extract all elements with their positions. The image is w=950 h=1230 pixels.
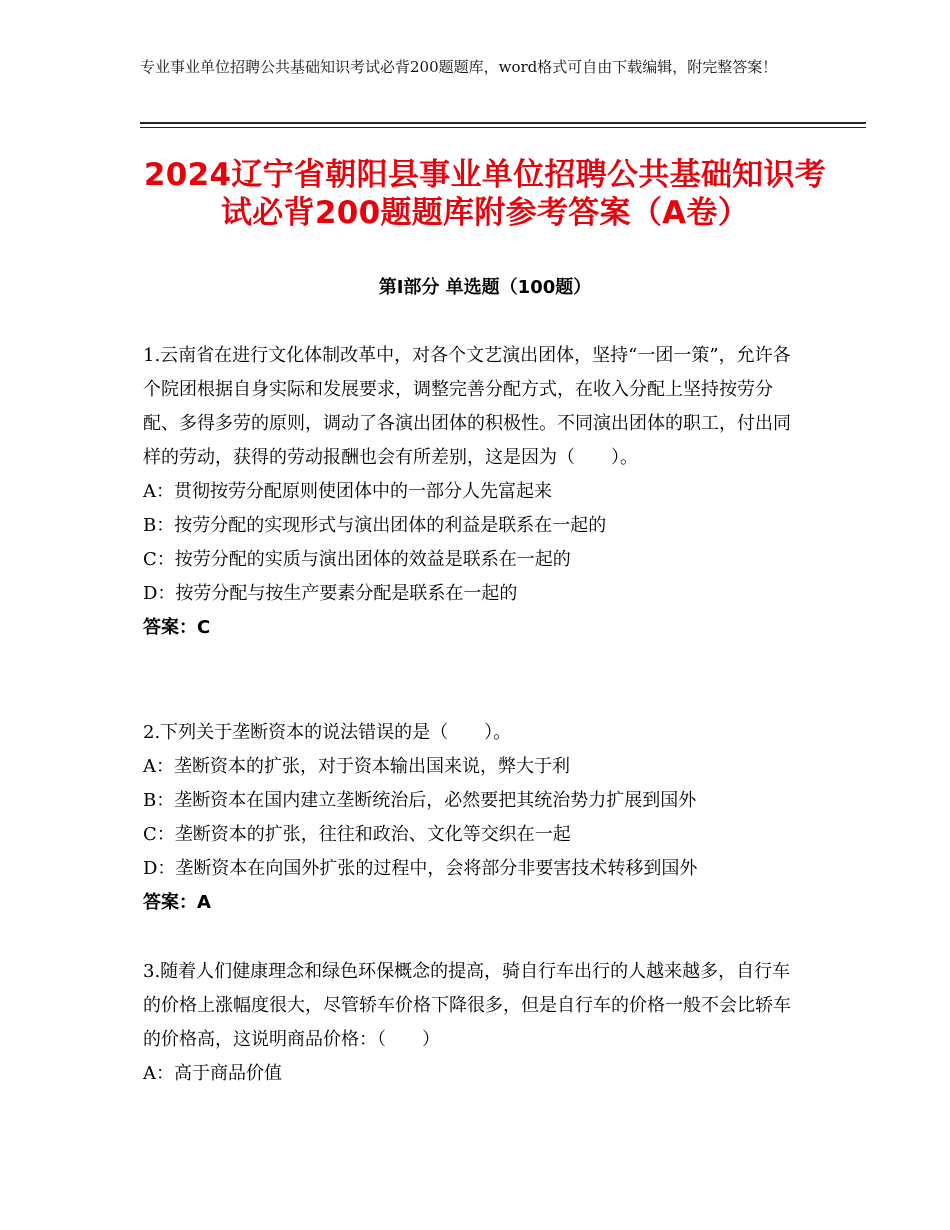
question-stem: 3.随着人们健康理念和绿色环保概念的提高，骑自行车出行的人越来越多，自行车的价格上涨幅度很大，尽管轿车价格下降很多，但是自行车的价格一般不会比轿车的价格高，这说明商品价格：（ ） [143,961,791,1050]
question-2 [143,716,808,920]
option-d: D：垄断资本在向国外扩张的过程中，会将部分非要害技术转移到国外 [143,858,698,879]
document-title: 2024辽宁省朝阳县事业单位招聘公共基础知识考试必背200题题库附参考答案（A卷） [143,157,827,231]
option-b: B：垄断资本在国内建立垄断统治后，必然要把其统治势力扩展到国外 [143,790,697,811]
section-heading: 第Ⅰ部分 单选题（100题） [378,277,592,298]
option-b: B：按劳分配的实现形式与演出团体的利益是联系在一起的 [143,515,607,536]
header-rule-thin [140,127,866,128]
document-header: 专业事业单位招聘公共基础知识考试必背200题题库，word格式可自由下载编辑，附完整答案！ [140,58,778,76]
option-a: A：贯彻按劳分配原则使团体中的一部分人先富起来 [143,481,552,502]
header-rule-thick [140,122,866,124]
question-1 [143,339,808,645]
option-c: C：按劳分配的实质与演出团体的效益是联系在一起的 [143,549,571,570]
option-a: A：垄断资本的扩张，对于资本输出国来说，弊大于利 [143,756,570,777]
question-stem: 2.下列关于垄断资本的说法错误的是（ ）。 [143,722,512,743]
option-d: D：按劳分配与按生产要素分配是联系在一起的 [143,583,518,604]
option-c: C：垄断资本的扩张，往往和政治、文化等交织在一起 [143,824,571,845]
option-a: A：高于商品价值 [143,1063,282,1084]
question-3 [143,955,808,1091]
answer-line: 答案：A [143,892,211,913]
answer-line: 答案：C [143,617,211,638]
question-stem: 1.云南省在进行文化体制改革中，对各个文艺演出团体，坚持“一团一策”，允许各个院团根据自身实际和发展要求，调整完善分配方式，在收入分配上坚持按劳分配、多得多劳的原则，调动了各演出团体的积极性。不同演出团体的职工，付出同样的劳动，获得的劳动报酬也会有所差别，这是因为（ ）。 [143,345,791,468]
